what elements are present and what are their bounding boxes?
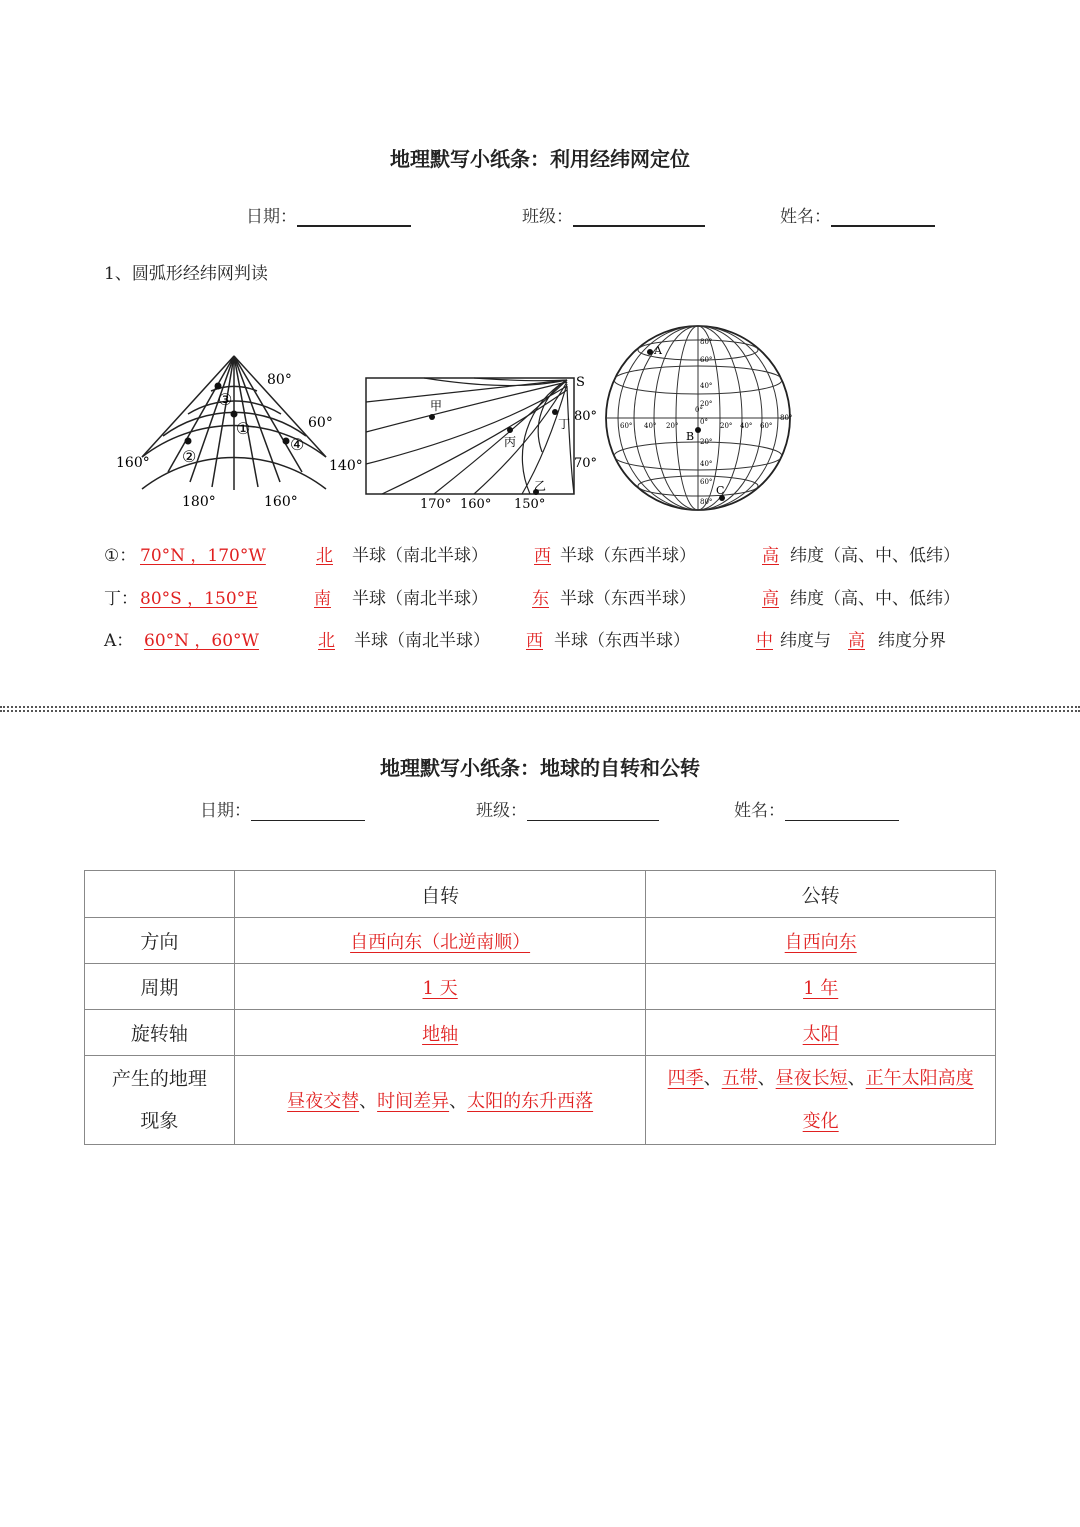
row1-coord: 70°N ，170°W — [140, 546, 266, 566]
date-label: 日期： — [246, 207, 297, 227]
row3-ew: 西 — [526, 631, 543, 651]
rect-label-s: S — [576, 375, 585, 390]
globe-lon-20w: 20° — [666, 422, 679, 430]
fan-label-160e: 160° — [264, 494, 298, 510]
row2-ew-note: 半球（东西半球） — [560, 589, 696, 609]
row2-ew: 东 — [532, 589, 549, 609]
rect-label-70: 70° — [574, 456, 598, 471]
row1-lat: 高 — [762, 546, 779, 566]
fan-point-4-dot — [283, 438, 290, 445]
row3-ew-note: 半球（东西半球） — [554, 631, 690, 651]
globe-lon-40e: 40° — [740, 422, 753, 430]
row2-lat-note: 纬度（高、中、低纬） — [790, 589, 960, 609]
table-row — [85, 918, 996, 964]
globe-lon-60w: 60° — [620, 422, 633, 430]
revolution-phenomenon-3: 昼夜长短 — [775, 1068, 848, 1089]
fan-point-1-dot — [231, 411, 238, 418]
revolution-direction: 自西向东 — [784, 931, 857, 953]
cut-line-divider — [0, 706, 1080, 712]
globe-point-c: C — [716, 484, 725, 497]
fan-point-3-dot — [215, 383, 222, 390]
fan-point-2: ② — [182, 447, 197, 466]
globe-graticule-diagram — [600, 320, 796, 516]
fan-point-1: ① — [236, 419, 251, 438]
class-blank[interactable] — [573, 205, 705, 227]
row1-lat-note: 纬度（高、中、低纬） — [790, 546, 960, 566]
rect-point-bing: 丙 — [504, 435, 517, 449]
separator: 、 — [757, 1068, 776, 1089]
rect-point-ding: 丁 — [558, 417, 571, 431]
worksheet2-title: 地理默写小纸条：地球的自转和公转 — [380, 756, 700, 780]
row3-lat-mid: 纬度与 — [780, 631, 831, 651]
separator: 、 — [449, 1091, 468, 1112]
table-row — [85, 1056, 996, 1145]
rect-label-170: 170° — [420, 497, 452, 512]
date-field — [246, 202, 411, 227]
rect-point-yi: 乙 — [534, 479, 547, 493]
fan-label-60: 60° — [308, 415, 333, 431]
row-label-phenomena-line2: 现象 — [140, 1110, 179, 1132]
globe-point-a: A — [654, 344, 662, 357]
row1-ns-note: 半球（南北半球） — [352, 546, 488, 566]
revolution-phenomenon-4-cont: 变化 — [802, 1111, 839, 1132]
revolution-phenomena — [646, 1056, 996, 1145]
globe-lon-0: 0° — [695, 406, 703, 414]
rotation-phenomenon-2: 时间差异 — [377, 1091, 450, 1112]
rotation-phenomenon-3: 太阳的东升西落 — [467, 1091, 594, 1112]
globe-lat-20s: 20° — [700, 438, 713, 446]
rotation-axis: 地轴 — [422, 1023, 459, 1045]
globe-lon-40w: 40° — [644, 422, 657, 430]
globe-lon-80e: 80° — [780, 414, 793, 422]
revolution-phenomenon-2: 五带 — [721, 1068, 758, 1089]
answer-row-3 — [104, 626, 1004, 650]
globe-lat-40s: 40° — [700, 460, 713, 468]
row-label-phenomena-line1: 产生的地理 — [111, 1068, 207, 1090]
rect-point-jia-dot — [429, 414, 435, 420]
header-empty — [85, 871, 235, 918]
class-field — [522, 202, 705, 227]
rect-point-bing-dot — [507, 427, 513, 433]
row2-ns: 南 — [314, 589, 331, 609]
name-field — [780, 202, 935, 227]
revolution-phenomenon-4: 正午太阳高度 — [865, 1068, 974, 1089]
class-label-2: 班级： — [476, 801, 527, 821]
fan-point-3: ③ — [218, 390, 233, 409]
class-blank-2[interactable] — [527, 800, 659, 821]
fan-point-2-dot — [185, 438, 192, 445]
rect-label-80: 80° — [574, 409, 598, 424]
fan-label-80: 80° — [267, 372, 292, 388]
row-label-phenomena — [85, 1056, 235, 1145]
answer-row-1 — [104, 541, 1004, 565]
date-blank[interactable] — [297, 205, 411, 227]
row-label-axis: 旋转轴 — [85, 1010, 235, 1056]
header-rotation: 自转 — [234, 871, 646, 918]
date-field-2 — [200, 796, 365, 821]
rect-label-150: 150° — [514, 497, 546, 512]
name-blank[interactable] — [831, 205, 935, 227]
globe-lat-0: 0° — [700, 418, 708, 426]
row1-prefix: ①： — [104, 546, 137, 566]
name-field-2 — [734, 796, 899, 821]
separator: 、 — [703, 1068, 722, 1089]
table-header-row — [85, 871, 996, 918]
rect-point-ding-dot — [552, 409, 558, 415]
table-row — [85, 1010, 996, 1056]
row2-lat: 高 — [762, 589, 779, 609]
globe-lat-80s: 80° — [700, 498, 713, 506]
globe-point-b-dot — [695, 427, 701, 433]
globe-lat-40n: 40° — [700, 382, 713, 390]
row3-ns-note: 半球（南北半球） — [354, 631, 490, 651]
name-blank-2[interactable] — [785, 800, 899, 821]
revolution-center: 太阳 — [802, 1023, 839, 1045]
rotation-direction: 自西向东（北逆南顺） — [350, 931, 531, 953]
date-blank-2[interactable] — [251, 800, 365, 821]
row3-prefix: A： — [104, 631, 134, 651]
row3-lat-note: 纬度分界 — [878, 631, 946, 651]
section-heading: 1、圆弧形经纬网判读 — [104, 264, 268, 284]
globe-lat-20n: 20° — [700, 400, 713, 408]
globe-lon-60e: 60° — [760, 422, 773, 430]
revolution-period: 1 年 — [803, 977, 839, 999]
name-label: 姓名： — [780, 207, 831, 227]
table-row — [85, 964, 996, 1010]
rotation-period: 1 天 — [422, 977, 458, 999]
row2-coord: 80°S ，150°E — [140, 589, 258, 609]
name-label-2: 姓名： — [734, 801, 785, 821]
fan-point-4: ④ — [290, 435, 305, 454]
row2-ns-note: 半球（南北半球） — [352, 589, 488, 609]
separator: 、 — [359, 1091, 378, 1112]
rotation-phenomena — [234, 1056, 646, 1145]
row3-coord: 60°N ，60°W — [144, 631, 260, 651]
header-revolution: 公转 — [646, 871, 996, 918]
fan-label-140: 140° — [329, 458, 363, 474]
row3-ns: 北 — [318, 631, 335, 651]
class-field-2 — [476, 796, 659, 821]
globe-point-a-dot — [647, 349, 653, 355]
fan-label-180: 180° — [182, 494, 216, 510]
row-label-period: 周期 — [85, 964, 235, 1010]
row3-lat2: 高 — [848, 631, 865, 651]
globe-lat-80n: 80° — [700, 338, 713, 346]
date-label-2: 日期： — [200, 801, 251, 821]
rotation-phenomenon-1: 昼夜交替 — [287, 1091, 360, 1112]
fan-label-160w: 160° — [116, 455, 150, 471]
class-label: 班级： — [522, 207, 573, 227]
worksheet1-title: 地理默写小纸条：利用经纬网定位 — [390, 147, 690, 171]
row1-ew: 西 — [534, 546, 551, 566]
row1-ew-note: 半球（东西半球） — [560, 546, 696, 566]
revolution-phenomenon-1: 四季 — [667, 1068, 704, 1089]
row1-ns: 北 — [316, 546, 333, 566]
row-label-direction: 方向 — [85, 918, 235, 964]
globe-point-b: B — [686, 430, 695, 443]
rotation-revolution-table — [84, 870, 996, 1145]
rect-label-160: 160° — [460, 497, 492, 512]
answer-row-2 — [104, 584, 1004, 608]
row2-prefix: 丁： — [104, 589, 138, 609]
rect-point-jia: 甲 — [430, 399, 443, 413]
globe-lat-60s: 60° — [700, 478, 713, 486]
row3-lat: 中 — [756, 631, 773, 651]
fan-graticule-diagram — [108, 350, 363, 516]
globe-lat-60n: 60° — [700, 356, 713, 364]
separator: 、 — [847, 1068, 866, 1089]
rect-graticule-diagram — [362, 372, 598, 514]
globe-lon-20e: 20° — [720, 422, 733, 430]
